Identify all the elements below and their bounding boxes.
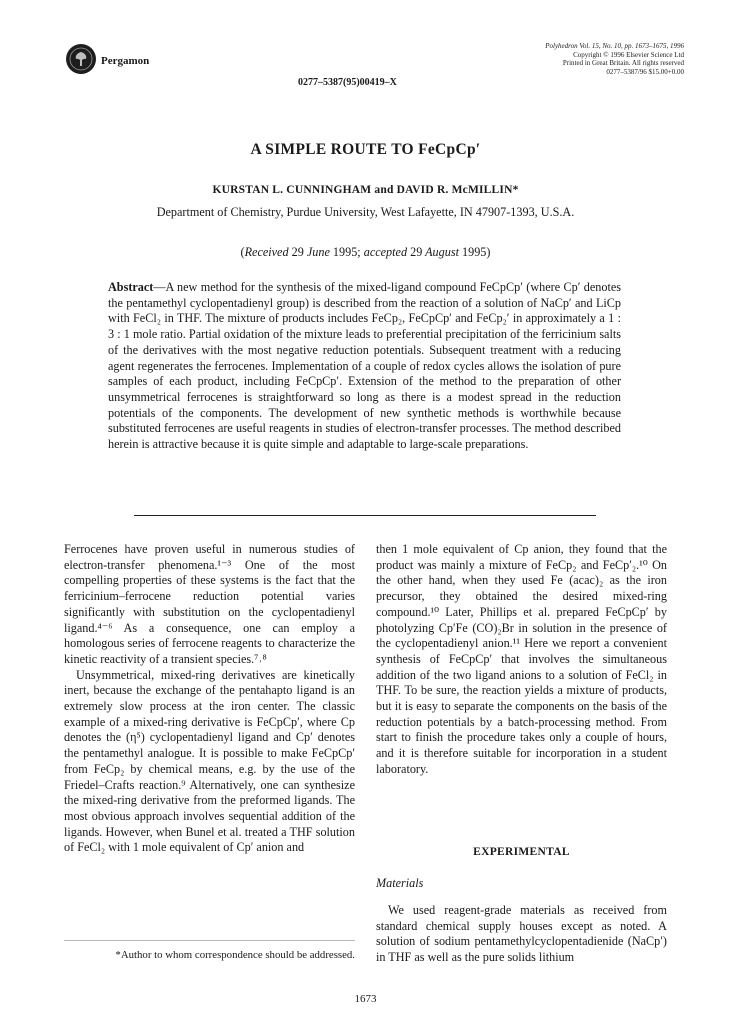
abstract-text: A new method for the synthesis of the mixed-ligand compound FeCpCp′ (where Cp′ denotes the pentamethyl cyclopentadienyl group) is described from the reaction of a solution of NaCp′ and LiCp with FeCl₂ in THF. The mixture of products includes FeCp₂, FeCpCp′ and FeCp₂′ in approximately a 1 : 3 : 1 mole ratio. Partial oxidation of the mixture leads to preferential precipitation of the ferricinium salts of the derivatives with the most negative reduction potentials. Subsequent treatment with a reducing agent regenerates the ferrocenes. Implementation of a couple of redox cycles allows the isolation of pure samples of each product, including FeCpCp′. Extension of the method to the preparation of other unsymmetrical ferrocenes is straightforward so long as there is a modest spread in the reduction potentials of the components. The development of new synthetic methods is worthwhile because substituted ferrocenes are useful reagents in studies of electron-transfer processes. The method described herein is attractive because it is quite simple and adaptable to large-scale preparations. (108, 280, 621, 452)
body-column-right-continued (376, 903, 667, 966)
article-title: A SIMPLE ROUTE TO FeCpCp′ (250, 141, 481, 158)
publisher-logo (66, 44, 96, 74)
section-heading: EXPERIMENTAL (473, 846, 570, 858)
subsection-heading: Materials (376, 876, 424, 890)
affiliation: Department of Chemistry, Purdue University, West Lafayette, IN 47907-1393, U.S.A. (156, 205, 575, 219)
paragraph: then 1 mole equivalent of Cp anion, they found that the product was mainly a mixture of FeCp₂ and FeCp′₂.¹⁰ On the other hand, when they used Fe (acac)₂ as the iron precursor, they obtained the desired mixed-ring compound.¹⁰ Later, Phillips et al. prepared FeCpCp′ by photolyzing Cp′Fe (CO)₂Br in solution in the presence of the cyclopentadienyl anion.¹¹ Here we report a convenient synthesis of FeCpCp′ that involves the simultaneous addition of the two ligand anions to a solution of FeCl₂ in THF. To be sure, the reaction yields a mixture of products, but it is easy to separate the components on the basis of the reduction potentials by a batch-processing method. From start to finish the procedure takes only a couple of hours, and it is therefore suitable for incorporation in a student laboratory. (376, 542, 667, 776)
page-number: 1673 (354, 993, 377, 1005)
received-dates: (Received 29 June 1995; accepted 29 August 1995) (240, 245, 491, 259)
paragraph: Unsymmetrical, mixed-ring derivatives are kinetically inert, because the exchange of the pentahapto ligand is an extremely slow process at the iron center. The classic example of a mixed-ring derivative is FeCpCp′, where Cp denotes the (η⁵) cyclopentadienyl ligand and Cp′ denotes the pentamethyl analogue. It is possible to make FeCpCp′ from FeCp₂ by chemical means, e.g. by the use of the Friedel–Crafts reaction.⁹ Alternatively, one can synthesize the mixed-ring derivative from the preformed ligands. The most obvious approach involves sequential addition of the ligands. However, when Bunel et al. treated a THF solution of FeCl₂ with 1 mole equivalent of Cp′ anion and (64, 667, 355, 855)
journal-line: Copyright © 1996 Elsevier Science Ltd (573, 50, 684, 59)
footnote-divider (64, 940, 355, 941)
journal-line: Polyhedron Vol. 15, No. 10, pp. 1673–1675, 1996 (545, 42, 684, 50)
footnote: *Author to whom correspondence should be addressed. (115, 949, 355, 961)
paragraph: Ferrocenes have proven useful in numerous studies of electron-transfer phenomena.¹⁻³ One of the most compelling properties of these systems is the fact that the ferricinium–ferrocene reduction potential varies significantly with substitution on the cyclopentadienyl ligand.⁴⁻⁶ As a consequence, one can employ a homologous series of ferrocene reagents to characterize the kinetic reactivity of a transient species.⁷˒⁸ (64, 542, 355, 666)
journal-line: 0277–5387/96 $15.00+0.00 (606, 67, 684, 76)
journal-info (545, 42, 684, 76)
abstract-divider (134, 515, 596, 516)
abstract: Abstract—A new method for the synthesis of the mixed-ligand compound FeCpCp′ (where Cp′ denotes the pentamethyl cyclopentadienyl group) is described from the reaction of a solution of NaCp′ and LiCp with FeCl₂ in THF. The mixture of products includes FeCp₂, FeCpCp′ and FeCp₂′ in approximately a 1 : 3 : 1 mole ratio. Partial oxidation of the mixture leads to preferential precipitation of the ferricinium salts of the derivatives with the most negative reduction potentials. Subsequent treatment with a reducing agent regenerates the ferrocenes. Implementation of a couple of redox cycles allows the isolation of pure samples of each product, including FeCpCp′. Extension of the method to the preparation of other unsymmetrical ferrocenes is straightforward so long as there is a modest spread in the reduction potentials of the components. The development of new synthetic methods is worthwhile because substituted ferrocenes are useful reagents in studies of electron-transfer processes. The method described herein is attractive because it is quite simple and adaptable to large-scale preparations. (108, 280, 621, 452)
journal-line: Printed in Great Britain. All rights reserved (562, 59, 684, 68)
doi-code: 0277–5387(95)00419–X (298, 77, 397, 88)
paragraph: We used reagent-grade materials as received from standard chemical supply houses except as noted. A solution of sodium pentamethylcyclopentadienide (NaCp′) in THF as well as the pure solids lithium (376, 903, 667, 965)
body-column-right (376, 542, 667, 778)
body-column-left (64, 542, 355, 856)
elsevier-tree-icon (66, 44, 96, 74)
abstract-label: Abstract (108, 280, 154, 294)
publisher-name: Pergamon (101, 55, 150, 67)
author-list: KURSTAN L. CUNNINGHAM and DAVID R. McMILLIN* (212, 184, 519, 196)
